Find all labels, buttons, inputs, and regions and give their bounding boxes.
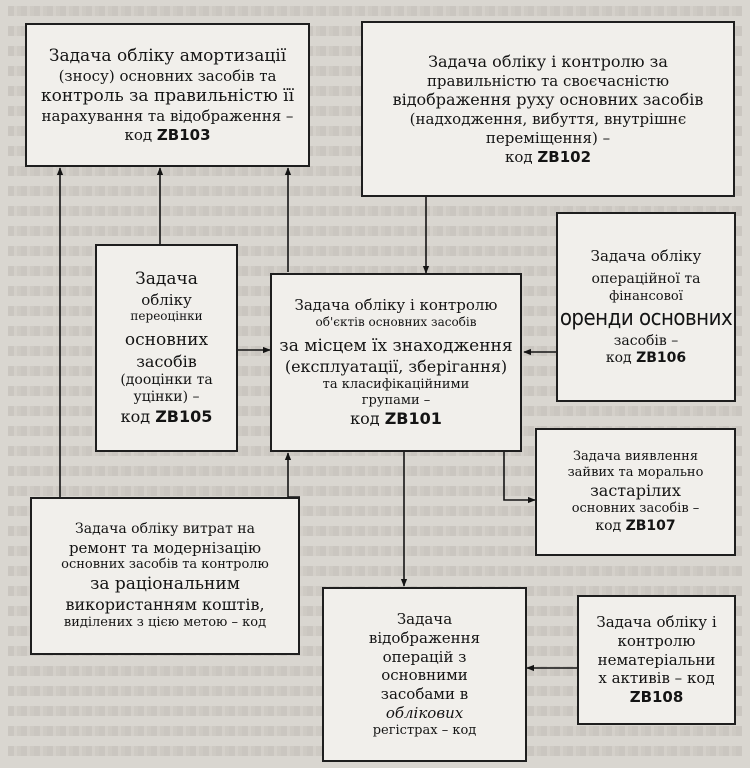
zb108-line-1: Задача обліку і (596, 613, 717, 632)
zb102-line-1: Задача обліку і контролю за (428, 51, 668, 71)
zb101-code-row (350, 409, 442, 429)
zb102-line-4: (надходження, вибуття, внутрішнє (409, 110, 687, 129)
zb103-code-prefix: код (124, 125, 153, 144)
zb107-code: ZB107 (625, 517, 676, 534)
zb108-line-3: нематеріальни (597, 650, 716, 669)
task-box-zb105 (95, 244, 238, 452)
zb101-line-2: об'єктів основних засобів (315, 314, 477, 329)
zb101-line-3: за місцем їх знаходження (279, 335, 513, 356)
task-box-zb103 (25, 23, 310, 167)
zb107-line-3: застарілих (590, 481, 681, 501)
repair-line-5: використанням коштів, (65, 594, 265, 614)
zb107-line-4: основних засобів – (571, 501, 700, 517)
zb106-code: ZB106 (636, 350, 687, 366)
zb108-line-4: х активів – код (598, 669, 715, 688)
zb106-code-prefix: код (605, 350, 632, 366)
zb101-line-1: Задача обліку і контролю (294, 295, 498, 314)
display-line-3: операцій з (382, 647, 467, 666)
task-box-zb107 (535, 428, 736, 556)
repair-line-4: за раціональним (90, 573, 240, 594)
zb106-line-1: Задача обліку (590, 246, 702, 265)
zb107-code-row (595, 518, 675, 536)
zb106-code-row (606, 350, 686, 368)
zb101-line-6: групами – (361, 393, 431, 408)
task-box-display (322, 587, 527, 762)
display-line-7: регістрах – код (372, 722, 477, 738)
zb106-line-2: операційної та (591, 271, 701, 288)
zb102-line-2: правильністю та своєчасністю (426, 71, 670, 90)
zb107-line-1: Задача виявлення (572, 448, 699, 464)
zb102-code-prefix: код (504, 147, 533, 166)
zb101-code-prefix: код (350, 409, 380, 429)
display-line-1: Задача (396, 610, 453, 629)
display-line-5: засобами в (380, 685, 469, 704)
zb105-line-7: уцінки) – (133, 389, 200, 406)
zb105-code-row (121, 407, 213, 427)
zb103-line-1: Задача обліку амортизації (48, 45, 287, 66)
zb105-line-1: Задача (135, 269, 198, 290)
zb101-line-4: (експлуатації, зберігання) (284, 356, 508, 376)
zb107-line-2: зайвих та морально (567, 465, 704, 481)
task-box-zb108 (577, 595, 736, 725)
zb103-code-row (124, 126, 210, 145)
zb105-line-4: основних (124, 330, 209, 351)
zb105-line-6: (дооцінки та (120, 371, 213, 388)
display-line-4: основними (381, 666, 468, 685)
display-line-2: відображення (368, 628, 481, 647)
task-box-zb106 (556, 212, 736, 402)
repair-line-1: Задача обліку витрат на (75, 521, 255, 537)
arrow-zb104-to-zb101 (288, 453, 300, 497)
display-line-6: облікових (385, 703, 464, 722)
zb105-code: ZB105 (155, 406, 213, 426)
repair-line-3: основних засобів та контролю (61, 557, 269, 573)
zb108-code: ZB108 (629, 688, 684, 707)
repair-line-6: виділених з цією метою – код (63, 614, 267, 630)
zb103-line-2: (зносу) основних засобів та (58, 66, 277, 85)
zb105-line-5: засобів (136, 351, 197, 371)
task-box-zb102 (361, 21, 735, 197)
zb103-line-3: контроль за правильністю її (40, 85, 295, 106)
zb106-line-3: фінансової (609, 288, 683, 304)
zb102-line-3: відображення руху основних засобів (392, 90, 704, 110)
zb102-code: ZB102 (537, 147, 592, 166)
zb105-line-3: переоцінки (130, 309, 203, 324)
zb101-code: ZB101 (384, 409, 442, 429)
zb103-code: ZB103 (156, 125, 211, 144)
task-box-repair (30, 497, 300, 655)
arrow-zb101-to-zb107 (504, 452, 535, 500)
zb102-code-row (505, 148, 591, 167)
zb107-code-prefix: код (595, 517, 622, 534)
zb103-line-4: нарахування та відображення – (41, 106, 294, 125)
zb102-line-5: переміщення) – (485, 129, 611, 147)
zb101-line-5: та класифікаційними (322, 376, 470, 392)
zb105-line-2: обліку (141, 290, 192, 309)
repair-line-2: ремонт та модернізацію (68, 538, 262, 557)
zb108-line-2: контролю (617, 631, 696, 650)
zb106-line-4: оренди основних (559, 306, 733, 331)
zb106-line-5: засобів – (613, 332, 679, 349)
task-box-zb101 (270, 273, 522, 452)
zb105-code-prefix: код (120, 406, 151, 426)
